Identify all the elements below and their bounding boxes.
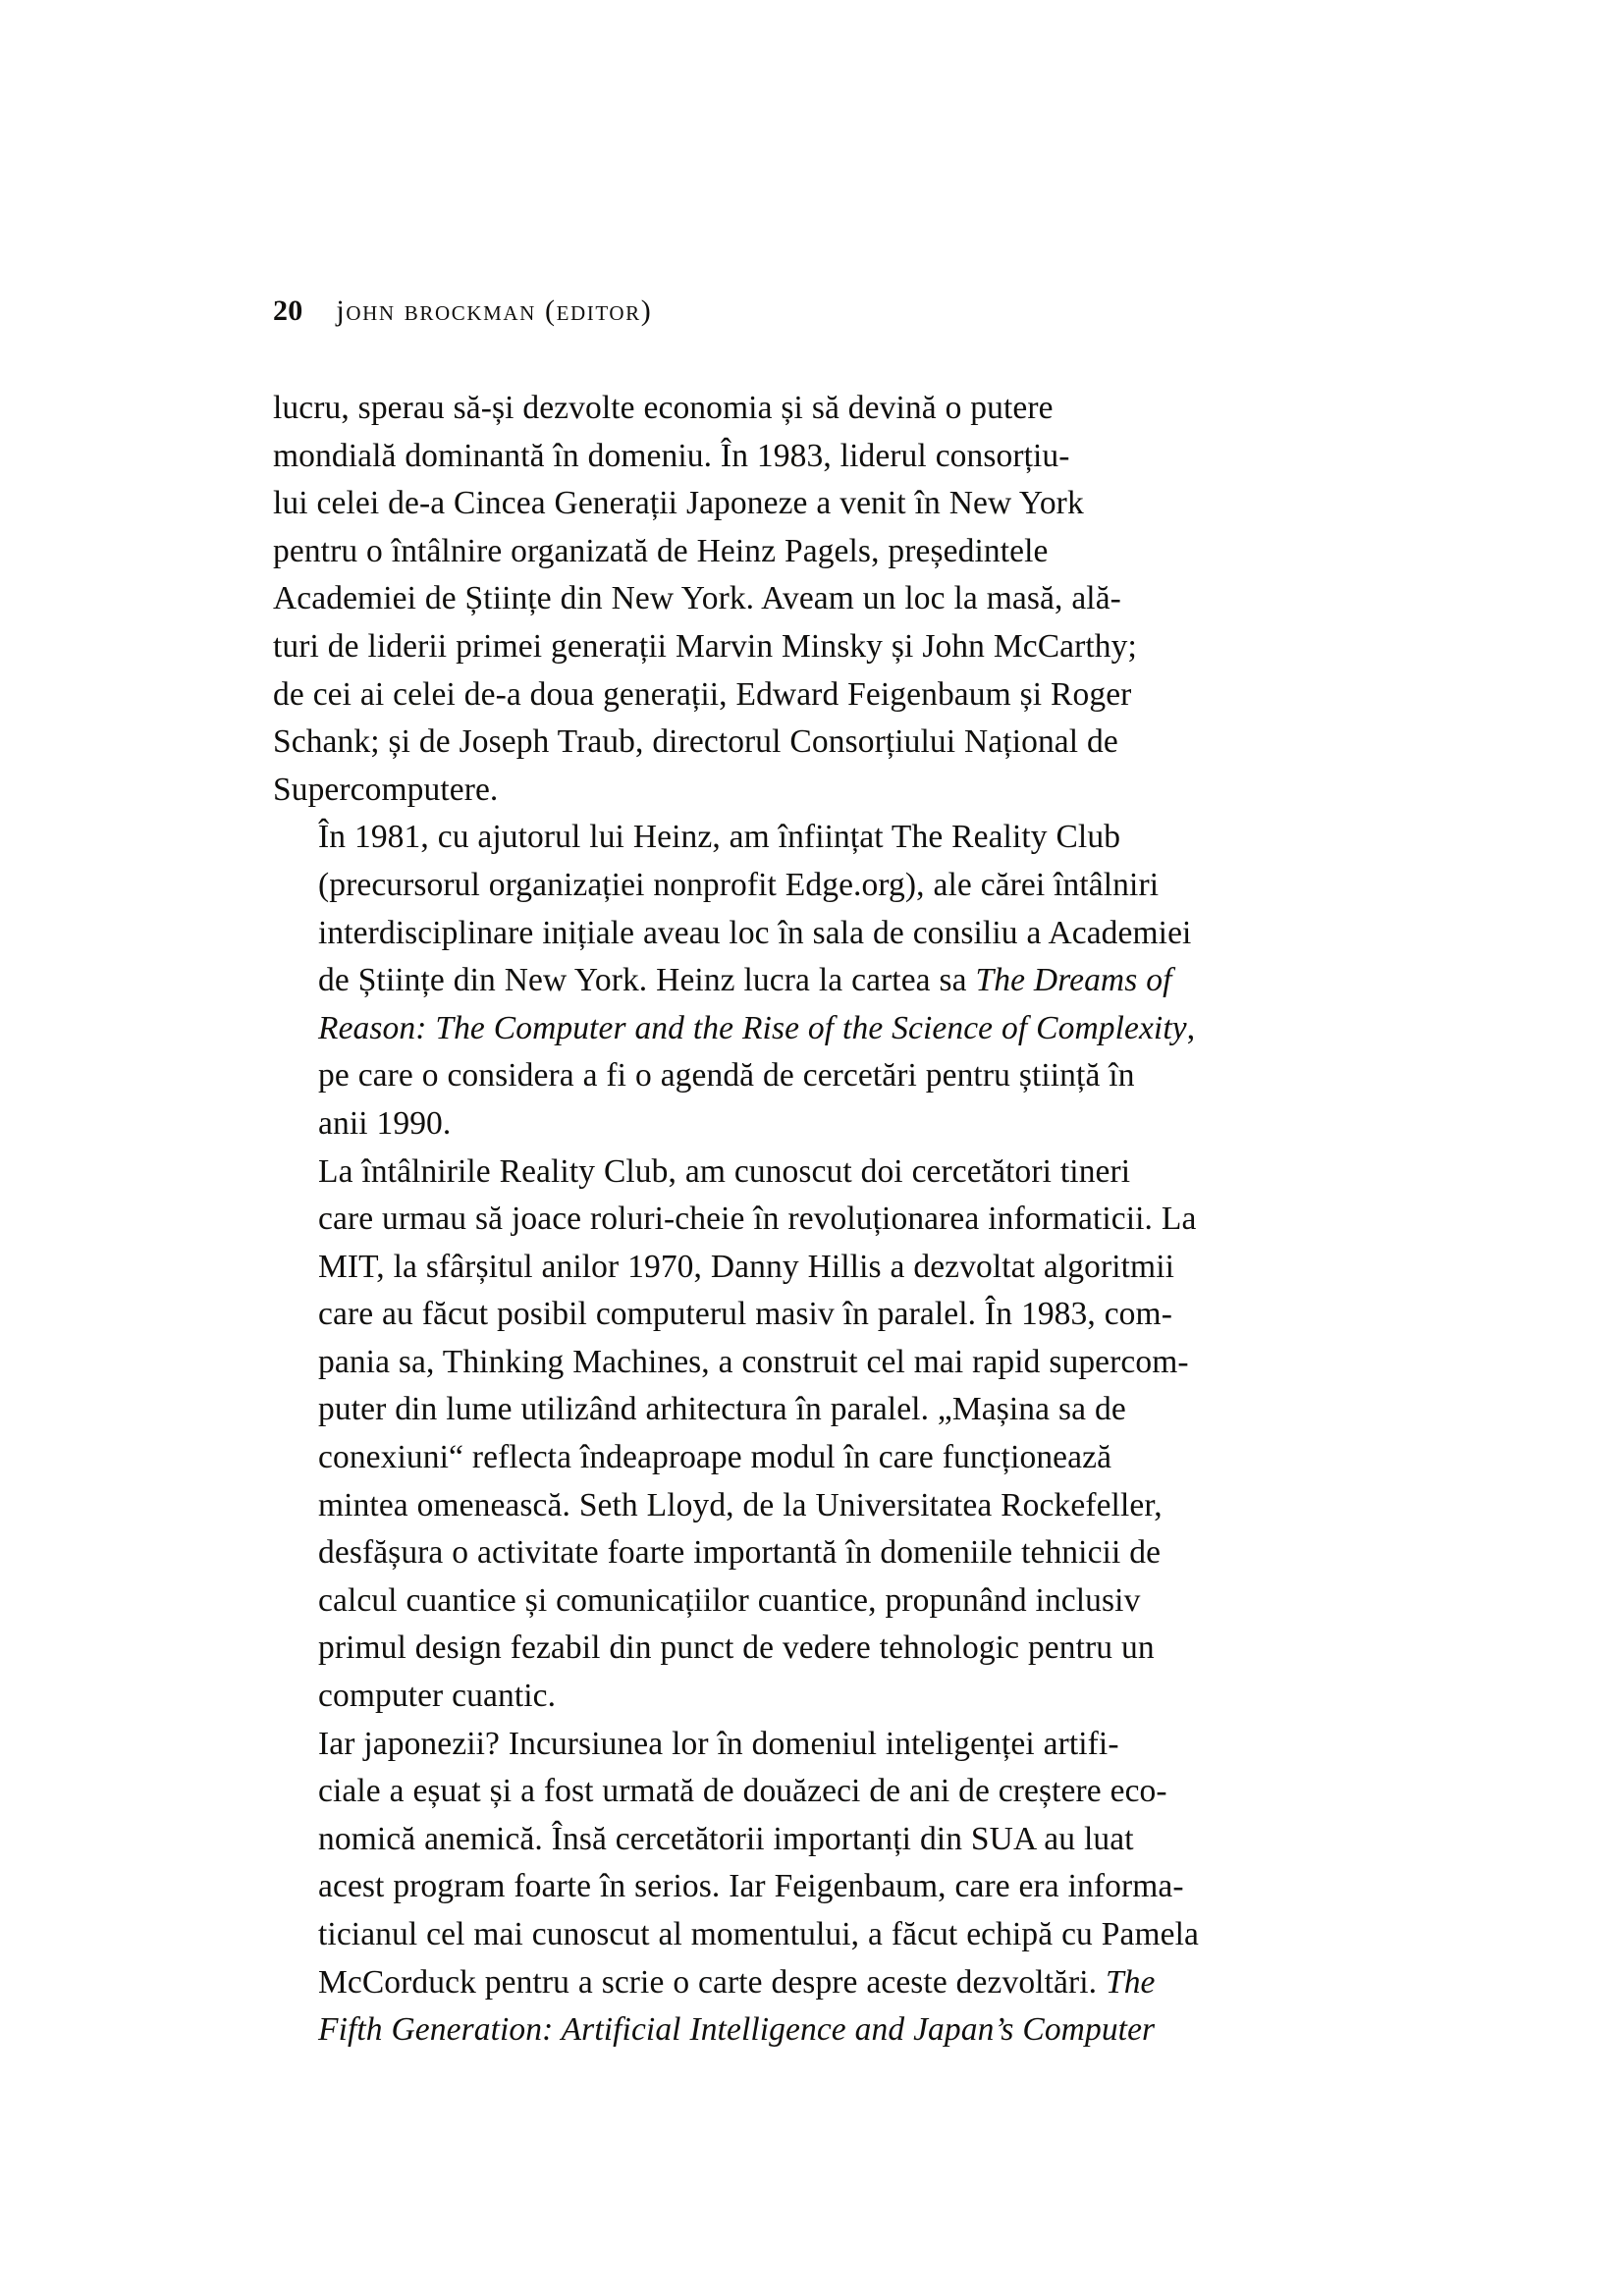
text-line: anii 1990. (318, 1104, 452, 1142)
book-title-italic: Fifth Generation: Artificial Intelligence and Japan’s Computer (318, 2011, 1156, 2049)
text-line: care au făcut posibil computerul masiv în paralel. În 1983, com- (318, 1296, 1172, 1333)
text-line: turi de liderii primei generații Marvin Minsky și John McCarthy; (273, 627, 1137, 665)
text-line: lucru, sperau să-și dezvolte economia și să devină o putere (273, 390, 1054, 426)
running-head (273, 294, 652, 328)
text-run: , (1186, 1009, 1196, 1046)
book-title-italic: Reason: The Computer and the Rise of the Science of Complexity (318, 1009, 1187, 1046)
text-line: care urmau să joace roluri-cheie în revoluționarea informaticii. La (318, 1201, 1197, 1238)
paragraph-1 (273, 385, 1204, 814)
text-line-with-title (273, 1005, 1204, 1053)
text-line: puter din lume utilizând arhitectura în paralel. „Mașina sa de (318, 1391, 1126, 1428)
text-line-italic (273, 2006, 1204, 2055)
text-line: desfășura o activitate foarte importantă în domeniile tehnicii de (318, 1534, 1162, 1572)
text-line: Academiei de Științe din New York. Aveam un loc la masă, ală- (273, 580, 1121, 617)
paragraph-3 (273, 1148, 1204, 1721)
text-line: MIT, la sfârșitul anilor 1970, Danny Hillis a dezvoltat algoritmii (318, 1248, 1175, 1285)
text-line: conexiuni“ reflecta îndeaproape modul în care funcționează (318, 1439, 1112, 1476)
text-line-with-title (273, 1959, 1204, 2007)
running-head-title: john brockman (editor) (336, 294, 653, 327)
text-line: nomică anemică. Însă cercetătorii importanți din SUA au luat (318, 1820, 1134, 1857)
text-line: mondială dominantă în domeniu. În 1983, liderul consorțiu- (273, 437, 1070, 474)
text-line: primul design fezabil din punct de vedere tehnologic pentru un (318, 1629, 1155, 1667)
text-run: de Științe din New York. Heinz lucra la cartea sa (318, 962, 976, 999)
text-line: ciale a eșuat și a fost urmată de douăzeci de ani de creștere eco- (318, 1773, 1167, 1810)
text-line: calcul cuantice și comunicațiilor cuantice, propunând inclusiv (318, 1581, 1141, 1619)
text-line: Schank; și de Joseph Traub, directorul Consorțiului Național de (273, 723, 1118, 761)
text-line: pentru o întâlnire organizată de Heinz Pagels, președintele (273, 532, 1049, 569)
text-line: În 1981, cu ajutorul lui Heinz, am înființat The Reality Club (318, 819, 1121, 856)
text-line: mintea omenească. Seth Lloyd, de la Universitatea Rockefeller, (318, 1486, 1163, 1523)
text-line: ticianul cel mai cunoscut al momentului, a făcut echipă cu Pamela (318, 1916, 1199, 1952)
page-number: 20 (273, 294, 303, 327)
text-line: acest program foarte în serios. Iar Feigenbaum, care era informa- (318, 1868, 1184, 1905)
text-line: Iar japonezii? Incursiunea lor în domeniul inteligenței artifi- (318, 1725, 1119, 1762)
text-line: computer cuantic. (318, 1678, 557, 1715)
book-title-italic: The (1105, 1963, 1156, 2001)
book-title-italic: The Dreams of (975, 962, 1172, 999)
paragraph-2 (273, 814, 1204, 1148)
text-line: interdisciplinare inițiale aveau loc în sala de consiliu a Academiei (318, 914, 1192, 951)
text-line: lui celei de-a Cincea Generații Japoneze a venit în New York (273, 485, 1084, 522)
text-line: de cei ai celei de-a doua generații, Edward Feigenbaum și Roger (273, 675, 1132, 713)
text-line: (precursorul organizației nonprofit Edge.org), ale cărei întâlniri (318, 866, 1160, 903)
text-line-with-title (273, 957, 1204, 1005)
text-line: pania sa, Thinking Machines, a construit cel mai rapid supercom- (318, 1343, 1189, 1380)
body-text (273, 385, 1204, 2055)
text-line: Supercomputere. (273, 771, 499, 808)
paragraph-4 (273, 1721, 1204, 2055)
text-line: La întâlnirile Reality Club, am cunoscut doi cercetători tineri (318, 1152, 1131, 1190)
text-run: McCorduck pentru a scrie o carte despre aceste dezvoltări. (318, 1963, 1106, 2001)
text-line: pe care o considera a fi o agendă de cercetări pentru știință în (318, 1057, 1135, 1095)
